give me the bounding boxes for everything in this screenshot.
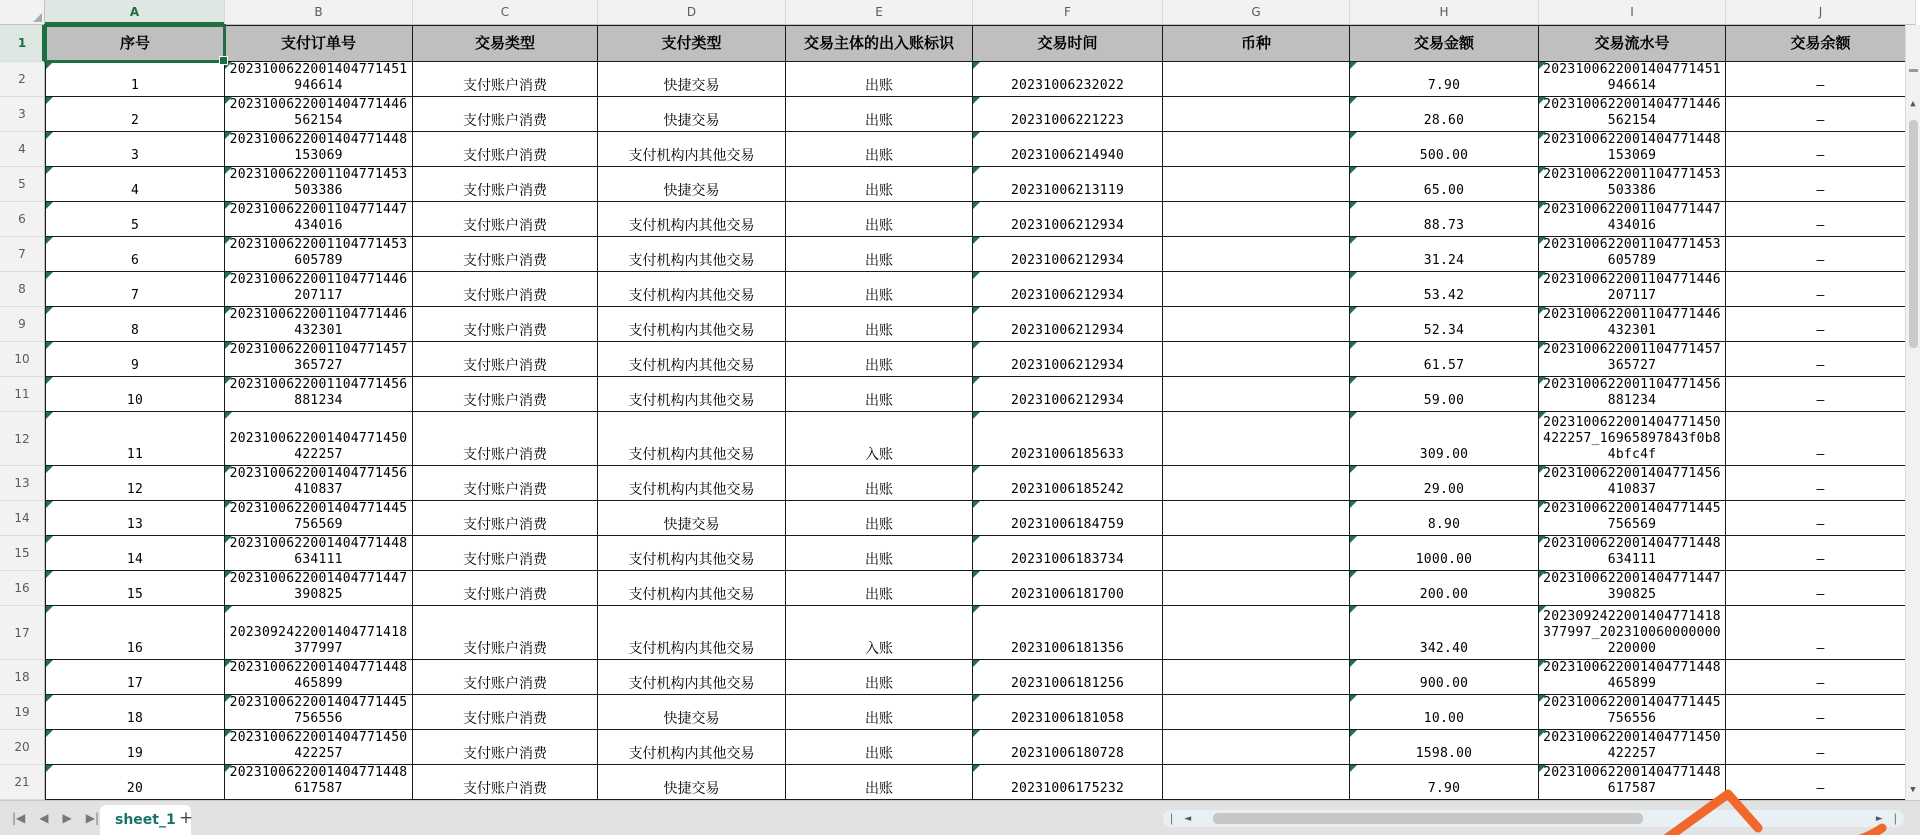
row-header-14[interactable]: 14 [0, 501, 45, 536]
cell-H20[interactable]: 1598.00 [1350, 730, 1539, 765]
cell-E13[interactable]: 出账 [786, 466, 973, 501]
row-header-3[interactable]: 3 [0, 97, 45, 132]
cell-G12[interactable] [1163, 412, 1350, 466]
cell-B4[interactable]: 2023100622001404771448153069 [225, 132, 413, 167]
first-sheet-button[interactable]: |◀ [12, 811, 26, 825]
cell-D19[interactable]: 快捷交易 [598, 695, 786, 730]
cell-I8[interactable]: 2023100622001104771446207117 [1539, 272, 1726, 307]
cell-B13[interactable]: 2023100622001404771456410837 [225, 466, 413, 501]
cell-J16[interactable]: – [1726, 571, 1916, 606]
cell-F4[interactable]: 20231006214940 [973, 132, 1163, 167]
cell-E21[interactable]: 出账 [786, 765, 973, 800]
cell-H16[interactable]: 200.00 [1350, 571, 1539, 606]
cell-A4[interactable]: 3 [45, 132, 225, 167]
cell-H3[interactable]: 28.60 [1350, 97, 1539, 132]
cell-D18[interactable]: 支付机构内其他交易 [598, 660, 786, 695]
cell-A18[interactable]: 17 [45, 660, 225, 695]
column-header-A[interactable]: A [45, 0, 225, 25]
cell-I20[interactable]: 2023100622001404771450422257 [1539, 730, 1726, 765]
horizontal-scrollbar[interactable] [1163, 810, 1904, 827]
cell-F10[interactable]: 20231006212934 [973, 342, 1163, 377]
cell-H4[interactable]: 500.00 [1350, 132, 1539, 167]
cell-I18[interactable]: 2023100622001404771448465899 [1539, 660, 1726, 695]
cell-J20[interactable]: – [1726, 730, 1916, 765]
cell-J21[interactable]: – [1726, 765, 1916, 800]
row-header-19[interactable]: 19 [0, 695, 45, 730]
column-header-B[interactable]: B [225, 0, 413, 25]
cell-A7[interactable]: 6 [45, 237, 225, 272]
row-header-20[interactable]: 20 [0, 730, 45, 765]
cell-H17[interactable]: 342.40 [1350, 606, 1539, 660]
cell-F20[interactable]: 20231006180728 [973, 730, 1163, 765]
column-header-D[interactable]: D [598, 0, 786, 25]
cell-H14[interactable]: 8.90 [1350, 501, 1539, 536]
cell-G4[interactable] [1163, 132, 1350, 167]
cell-H1[interactable]: 交易金额 [1350, 25, 1539, 62]
cell-C21[interactable]: 支付账户消费 [413, 765, 598, 800]
table-row [0, 412, 1920, 466]
hscroll-left-edge: ❘ [1167, 812, 1177, 825]
table-row [0, 660, 1920, 695]
cell-F17[interactable]: 20231006181356 [973, 606, 1163, 660]
cell-H15[interactable]: 1000.00 [1350, 536, 1539, 571]
column-header-E[interactable]: E [786, 0, 973, 25]
prev-sheet-button[interactable]: ◀ [39, 811, 49, 825]
cell-F12[interactable]: 20231006185633 [973, 412, 1163, 466]
cell-B7[interactable]: 2023100622001104771453605789 [225, 237, 413, 272]
cell-F11[interactable]: 20231006212934 [973, 377, 1163, 412]
split-handle-icon[interactable] [1909, 69, 1918, 72]
cell-B5[interactable]: 2023100622001104771453503386 [225, 167, 413, 202]
cell-G16[interactable] [1163, 571, 1350, 606]
row-header-9[interactable]: 9 [0, 307, 45, 342]
cell-A2[interactable]: 1 [45, 62, 225, 97]
sheet-tab-bar [0, 800, 1920, 835]
cell-D8[interactable]: 支付机构内其他交易 [598, 272, 786, 307]
cell-F7[interactable]: 20231006212934 [973, 237, 1163, 272]
cell-G1[interactable]: 币种 [1163, 25, 1350, 62]
cell-B17[interactable]: 2023092422001404771418377997 [225, 606, 413, 660]
row-header-18[interactable]: 18 [0, 660, 45, 695]
cell-C3[interactable]: 支付账户消费 [413, 97, 598, 132]
cell-J19[interactable]: – [1726, 695, 1916, 730]
cell-H5[interactable]: 65.00 [1350, 167, 1539, 202]
cell-E6[interactable]: 出账 [786, 202, 973, 237]
cell-D3[interactable]: 快捷交易 [598, 97, 786, 132]
cell-I15[interactable]: 2023100622001404771448634111 [1539, 536, 1726, 571]
cell-C14[interactable]: 支付账户消费 [413, 501, 598, 536]
cell-C9[interactable]: 支付账户消费 [413, 307, 598, 342]
next-sheet-button[interactable]: ▶ [62, 811, 72, 825]
cell-I21[interactable]: 2023100622001404771448617587 [1539, 765, 1726, 800]
cell-B2[interactable]: 2023100622001404771451946614 [225, 62, 413, 97]
cell-I13[interactable]: 2023100622001404771456410837 [1539, 466, 1726, 501]
cell-A19[interactable]: 18 [45, 695, 225, 730]
cell-B15[interactable]: 2023100622001404771448634111 [225, 536, 413, 571]
cell-B12[interactable]: 2023100622001404771450422257 [225, 412, 413, 466]
scroll-up-icon[interactable]: ▲ [1910, 99, 1916, 109]
cell-G10[interactable] [1163, 342, 1350, 377]
cell-B21[interactable]: 2023100622001404771448617587 [225, 765, 413, 800]
cell-C6[interactable]: 支付账户消费 [413, 202, 598, 237]
cell-E3[interactable]: 出账 [786, 97, 973, 132]
cell-E4[interactable]: 出账 [786, 132, 973, 167]
cell-F1[interactable]: 交易时间 [973, 25, 1163, 62]
cell-H6[interactable]: 88.73 [1350, 202, 1539, 237]
cell-C11[interactable]: 支付账户消费 [413, 377, 598, 412]
cell-G9[interactable] [1163, 307, 1350, 342]
cell-I16[interactable]: 2023100622001404771447390825 [1539, 571, 1726, 606]
cell-A11[interactable]: 10 [45, 377, 225, 412]
cell-E12[interactable]: 入账 [786, 412, 973, 466]
cell-J1[interactable]: 交易余额 [1726, 25, 1916, 62]
cell-J15[interactable]: – [1726, 536, 1916, 571]
cell-E7[interactable]: 出账 [786, 237, 973, 272]
cell-G2[interactable] [1163, 62, 1350, 97]
cell-E16[interactable]: 出账 [786, 571, 973, 606]
cell-F2[interactable]: 20231006232022 [973, 62, 1163, 97]
cell-D2[interactable]: 快捷交易 [598, 62, 786, 97]
cell-E10[interactable]: 出账 [786, 342, 973, 377]
table-row [0, 730, 1920, 765]
cell-E1[interactable]: 交易主体的出入账标识 [786, 25, 973, 62]
row-header-7[interactable]: 7 [0, 237, 45, 272]
cell-B3[interactable]: 2023100622001404771446562154 [225, 97, 413, 132]
cell-I1[interactable]: 交易流水号 [1539, 25, 1726, 62]
cell-A8[interactable]: 7 [45, 272, 225, 307]
cell-B18[interactable]: 2023100622001404771448465899 [225, 660, 413, 695]
cell-D15[interactable]: 支付机构内其他交易 [598, 536, 786, 571]
cell-F13[interactable]: 20231006185242 [973, 466, 1163, 501]
cell-B1[interactable]: 支付订单号 [225, 25, 413, 62]
cell-H18[interactable]: 900.00 [1350, 660, 1539, 695]
cell-G8[interactable] [1163, 272, 1350, 307]
select-all-corner[interactable] [0, 0, 45, 25]
cell-A5[interactable]: 4 [45, 167, 225, 202]
hscroll-right-edge: ❘ [1890, 812, 1900, 825]
cell-E19[interactable]: 出账 [786, 695, 973, 730]
vertical-scrollbar-thumb[interactable] [1909, 120, 1918, 348]
cell-A12[interactable]: 11 [45, 412, 225, 466]
scroll-right-icon[interactable]: ► [1875, 813, 1883, 824]
cell-A3[interactable]: 2 [45, 97, 225, 132]
cell-J13[interactable]: – [1726, 466, 1916, 501]
row-header-1[interactable]: 1 [0, 25, 45, 62]
cell-A21[interactable]: 20 [45, 765, 225, 800]
cell-D9[interactable]: 支付机构内其他交易 [598, 307, 786, 342]
cell-A1[interactable]: 序号 [45, 25, 225, 62]
table-row [0, 167, 1920, 202]
cell-H11[interactable]: 59.00 [1350, 377, 1539, 412]
cell-I3[interactable]: 2023100622001404771446562154 [1539, 97, 1726, 132]
table-row [0, 765, 1920, 800]
cell-I10[interactable]: 2023100622001104771457365727 [1539, 342, 1726, 377]
table-row [0, 97, 1920, 132]
cell-F18[interactable]: 20231006181256 [973, 660, 1163, 695]
cell-J17[interactable]: – [1726, 606, 1916, 660]
cell-D1[interactable]: 支付类型 [598, 25, 786, 62]
cell-C8[interactable]: 支付账户消费 [413, 272, 598, 307]
cell-E8[interactable]: 出账 [786, 272, 973, 307]
table-row [0, 536, 1920, 571]
last-sheet-button[interactable]: ▶| [85, 811, 100, 825]
cell-B6[interactable]: 2023100622001104771447434016 [225, 202, 413, 237]
cell-C18[interactable]: 支付账户消费 [413, 660, 598, 695]
sheet-tab-active[interactable]: sheet_1 [100, 805, 191, 835]
row-header-15[interactable]: 15 [0, 536, 45, 571]
scroll-left-icon[interactable]: ◄ [1184, 813, 1192, 824]
cell-E15[interactable]: 出账 [786, 536, 973, 571]
cell-F5[interactable]: 20231006213119 [973, 167, 1163, 202]
add-sheet-button[interactable]: + [178, 808, 194, 828]
row-header-11[interactable]: 11 [0, 377, 45, 412]
row-header-6[interactable]: 6 [0, 202, 45, 237]
cell-H19[interactable]: 10.00 [1350, 695, 1539, 730]
cell-J6[interactable]: – [1726, 202, 1916, 237]
cell-H12[interactable]: 309.00 [1350, 412, 1539, 466]
cell-D4[interactable]: 支付机构内其他交易 [598, 132, 786, 167]
cell-D6[interactable]: 支付机构内其他交易 [598, 202, 786, 237]
cell-A6[interactable]: 5 [45, 202, 225, 237]
cell-J14[interactable]: – [1726, 501, 1916, 536]
cell-H8[interactable]: 53.42 [1350, 272, 1539, 307]
cell-A20[interactable]: 19 [45, 730, 225, 765]
cell-B19[interactable]: 2023100622001404771445756556 [225, 695, 413, 730]
cell-J2[interactable]: – [1726, 62, 1916, 97]
cell-D5[interactable]: 快捷交易 [598, 167, 786, 202]
vertical-scrollbar[interactable] [1905, 25, 1920, 800]
cell-A16[interactable]: 15 [45, 571, 225, 606]
cell-B8[interactable]: 2023100622001104771446207117 [225, 272, 413, 307]
cell-C7[interactable]: 支付账户消费 [413, 237, 598, 272]
cell-D17[interactable]: 支付机构内其他交易 [598, 606, 786, 660]
cell-A9[interactable]: 8 [45, 307, 225, 342]
cell-B9[interactable]: 2023100622001104771446432301 [225, 307, 413, 342]
row-header-13[interactable]: 13 [0, 466, 45, 501]
cell-G20[interactable] [1163, 730, 1350, 765]
cell-J10[interactable]: – [1726, 342, 1916, 377]
cell-C13[interactable]: 支付账户消费 [413, 466, 598, 501]
cell-H7[interactable]: 31.24 [1350, 237, 1539, 272]
cell-D10[interactable]: 支付机构内其他交易 [598, 342, 786, 377]
cell-J18[interactable]: – [1726, 660, 1916, 695]
cell-B10[interactable]: 2023100622001104771457365727 [225, 342, 413, 377]
cell-G7[interactable] [1163, 237, 1350, 272]
cell-I6[interactable]: 2023100622001104771447434016 [1539, 202, 1726, 237]
cell-A10[interactable]: 9 [45, 342, 225, 377]
cell-B11[interactable]: 2023100622001104771456881234 [225, 377, 413, 412]
cell-G11[interactable] [1163, 377, 1350, 412]
cell-G14[interactable] [1163, 501, 1350, 536]
cell-J7[interactable]: – [1726, 237, 1916, 272]
cell-D16[interactable]: 支付机构内其他交易 [598, 571, 786, 606]
cell-F6[interactable]: 20231006212934 [973, 202, 1163, 237]
cell-G19[interactable] [1163, 695, 1350, 730]
cell-D20[interactable]: 支付机构内其他交易 [598, 730, 786, 765]
cell-A15[interactable]: 14 [45, 536, 225, 571]
cell-F8[interactable]: 20231006212934 [973, 272, 1163, 307]
table-row [0, 132, 1920, 167]
cell-I12[interactable]: 2023100622001404771450422257_16965897843f0b84bfc4f [1539, 412, 1726, 466]
cell-J11[interactable]: – [1726, 377, 1916, 412]
cell-I9[interactable]: 2023100622001104771446432301 [1539, 307, 1726, 342]
cell-A17[interactable]: 16 [45, 606, 225, 660]
scroll-down-icon[interactable]: ▼ [1910, 785, 1916, 795]
cell-E2[interactable]: 出账 [786, 62, 973, 97]
cell-F14[interactable]: 20231006184759 [973, 501, 1163, 536]
row-header-21[interactable]: 21 [0, 765, 45, 800]
horizontal-scrollbar-thumb[interactable] [1213, 813, 1643, 824]
row-header-2[interactable]: 2 [0, 62, 45, 97]
cell-G13[interactable] [1163, 466, 1350, 501]
table-row [0, 606, 1920, 660]
cell-G3[interactable] [1163, 97, 1350, 132]
table-row [0, 272, 1920, 307]
cell-C19[interactable]: 支付账户消费 [413, 695, 598, 730]
row-header-5[interactable]: 5 [0, 167, 45, 202]
column-header-I[interactable]: I [1539, 0, 1726, 25]
cell-C1[interactable]: 交易类型 [413, 25, 598, 62]
row-header-17[interactable]: 17 [0, 606, 45, 660]
cell-J9[interactable]: – [1726, 307, 1916, 342]
cell-F3[interactable]: 20231006221223 [973, 97, 1163, 132]
cell-J3[interactable]: – [1726, 97, 1916, 132]
cell-E17[interactable]: 入账 [786, 606, 973, 660]
cell-G18[interactable] [1163, 660, 1350, 695]
table-row [0, 501, 1920, 536]
row-header-12[interactable]: 12 [0, 412, 45, 466]
column-header-J[interactable]: J [1726, 0, 1916, 25]
column-header-G[interactable]: G [1163, 0, 1350, 25]
table-row [0, 695, 1920, 730]
cell-C2[interactable]: 支付账户消费 [413, 62, 598, 97]
column-header-C[interactable]: C [413, 0, 598, 25]
cell-C12[interactable]: 支付账户消费 [413, 412, 598, 466]
table-row [0, 307, 1920, 342]
cell-E18[interactable]: 出账 [786, 660, 973, 695]
cell-C15[interactable]: 支付账户消费 [413, 536, 598, 571]
table-row [0, 62, 1920, 97]
cell-D13[interactable]: 支付机构内其他交易 [598, 466, 786, 501]
cell-H13[interactable]: 29.00 [1350, 466, 1539, 501]
cell-C20[interactable]: 支付账户消费 [413, 730, 598, 765]
table-row [0, 237, 1920, 272]
cell-D11[interactable]: 支付机构内其他交易 [598, 377, 786, 412]
cell-C4[interactable]: 支付账户消费 [413, 132, 598, 167]
table-row [0, 342, 1920, 377]
cell-J4[interactable]: – [1726, 132, 1916, 167]
cell-B16[interactable]: 2023100622001404771447390825 [225, 571, 413, 606]
cell-D7[interactable]: 支付机构内其他交易 [598, 237, 786, 272]
cell-E5[interactable]: 出账 [786, 167, 973, 202]
cell-J12[interactable]: – [1726, 412, 1916, 466]
cell-C5[interactable]: 支付账户消费 [413, 167, 598, 202]
cell-C16[interactable]: 支付账户消费 [413, 571, 598, 606]
cell-J5[interactable]: – [1726, 167, 1916, 202]
cell-I2[interactable]: 2023100622001404771451946614 [1539, 62, 1726, 97]
cell-J8[interactable]: – [1726, 272, 1916, 307]
cell-B14[interactable]: 2023100622001404771445756569 [225, 501, 413, 536]
cell-H10[interactable]: 61.57 [1350, 342, 1539, 377]
cell-I14[interactable]: 2023100622001404771445756569 [1539, 501, 1726, 536]
sheet-nav-group [12, 801, 99, 835]
cell-G17[interactable] [1163, 606, 1350, 660]
cell-G6[interactable] [1163, 202, 1350, 237]
cell-F9[interactable]: 20231006212934 [973, 307, 1163, 342]
table-row [0, 571, 1920, 606]
table-row [0, 466, 1920, 501]
cell-I7[interactable]: 2023100622001104771453605789 [1539, 237, 1726, 272]
cell-A14[interactable]: 13 [45, 501, 225, 536]
cell-I17[interactable]: 2023092422001404771418377997_202310060000000220000 [1539, 606, 1726, 660]
column-header-F[interactable]: F [973, 0, 1163, 25]
cell-F21[interactable]: 20231006175232 [973, 765, 1163, 800]
cell-E9[interactable]: 出账 [786, 307, 973, 342]
cell-G21[interactable] [1163, 765, 1350, 800]
cell-E11[interactable]: 出账 [786, 377, 973, 412]
cell-H9[interactable]: 52.34 [1350, 307, 1539, 342]
cell-D14[interactable]: 快捷交易 [598, 501, 786, 536]
row-header-16[interactable]: 16 [0, 571, 45, 606]
cell-H21[interactable]: 7.90 [1350, 765, 1539, 800]
cell-E14[interactable]: 出账 [786, 501, 973, 536]
row-header-8[interactable]: 8 [0, 272, 45, 307]
cell-G15[interactable] [1163, 536, 1350, 571]
cell-A13[interactable]: 12 [45, 466, 225, 501]
cell-I5[interactable]: 2023100622001104771453503386 [1539, 167, 1726, 202]
cell-G5[interactable] [1163, 167, 1350, 202]
cell-F19[interactable]: 20231006181058 [973, 695, 1163, 730]
cell-I4[interactable]: 2023100622001404771448153069 [1539, 132, 1726, 167]
cell-H2[interactable]: 7.90 [1350, 62, 1539, 97]
cell-D21[interactable]: 快捷交易 [598, 765, 786, 800]
cell-F15[interactable]: 20231006183734 [973, 536, 1163, 571]
row-header-4[interactable]: 4 [0, 132, 45, 167]
cell-D12[interactable]: 支付机构内其他交易 [598, 412, 786, 466]
row-header-10[interactable]: 10 [0, 342, 45, 377]
cell-B20[interactable]: 2023100622001404771450422257 [225, 730, 413, 765]
cell-E20[interactable]: 出账 [786, 730, 973, 765]
cell-I11[interactable]: 2023100622001104771456881234 [1539, 377, 1726, 412]
cell-F16[interactable]: 20231006181700 [973, 571, 1163, 606]
horizontal-scrollbar-track[interactable] [1195, 810, 1872, 827]
table-row [0, 377, 1920, 412]
column-header-H[interactable]: H [1350, 0, 1539, 25]
cell-C17[interactable]: 支付账户消费 [413, 606, 598, 660]
table-row [0, 202, 1920, 237]
cell-I19[interactable]: 2023100622001404771445756556 [1539, 695, 1726, 730]
cell-C10[interactable]: 支付账户消费 [413, 342, 598, 377]
